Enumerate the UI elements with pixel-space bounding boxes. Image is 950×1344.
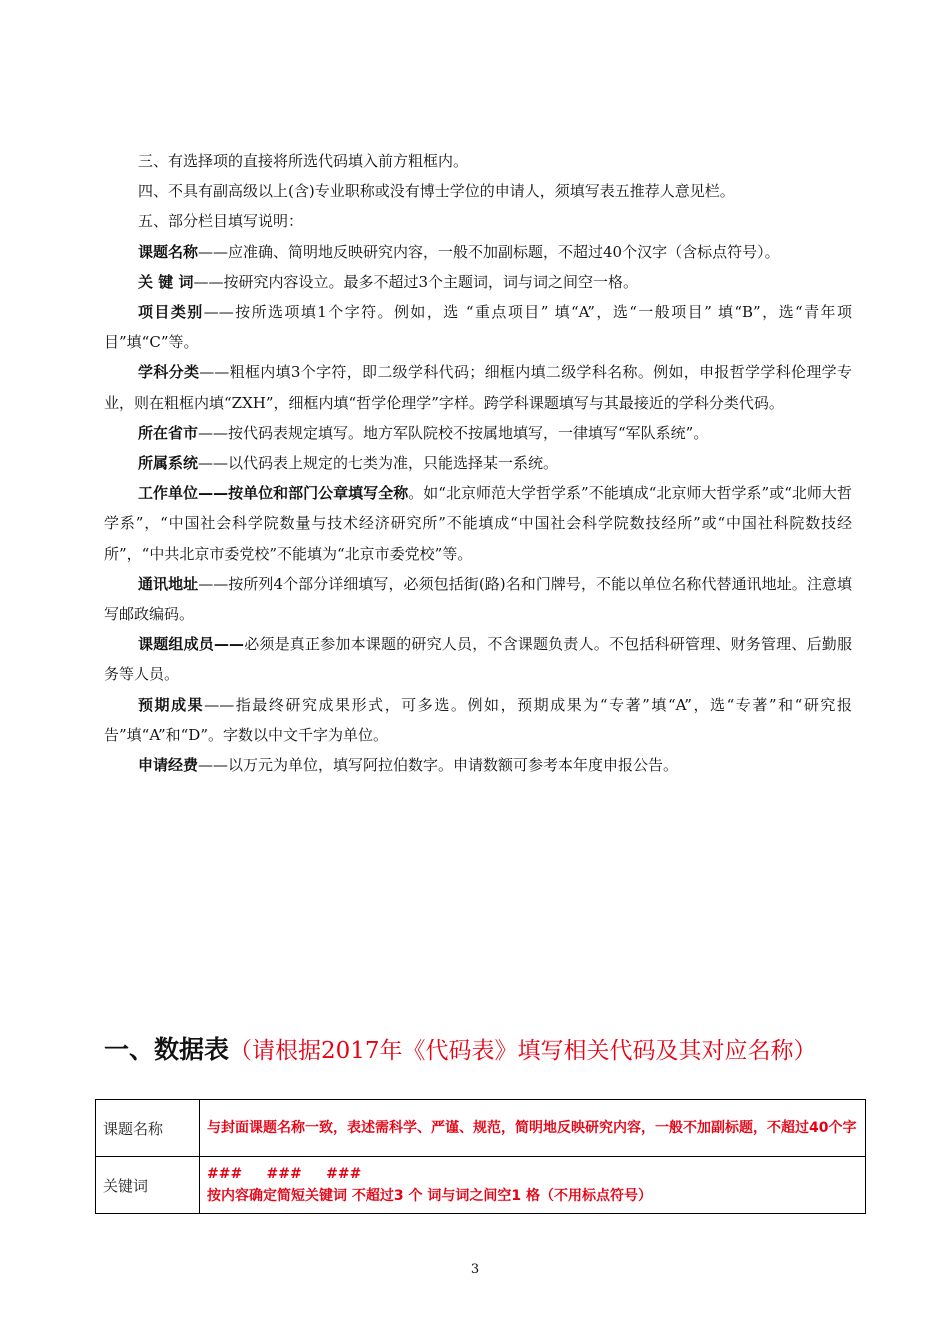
instruction-item-5: 五、部分栏目填写说明： (138, 212, 304, 231)
row-label-title: 课题名称 (96, 1100, 200, 1157)
field-note-discipline: 学科分类——粗框内填3个字符，即二级学科代码；细框内填二级学科名称。例如，申报哲学学科伦理学专业，则在粗框内填“ZXH”，细框内填“哲学伦理学”字样。跨学科课题填写与其最接近的学科分类代码。 (104, 363, 852, 412)
keywords-hint: 按内容确定简短关键词 不超过3 个 词与词之间空1 格（不用标点符号） (207, 1188, 652, 1204)
section-title: 一、数据表 (104, 1035, 230, 1064)
field-note-members: 课题组成员——必须是真正参加本课题的研究人员，不含课题负责人。不包括科研管理、财务管理、后勤服务等人员。 (104, 635, 852, 684)
field-note-funding: 申请经费——以万元为单位，填写阿拉伯数字。申请数额可参考本年度申报公告。 (138, 756, 679, 775)
keywords-placeholder: ### ### ### (207, 1166, 362, 1182)
title-field[interactable]: 与封面课题名称一致，表述需科学、严谨、规范，简明地反映研究内容，一般不加副标题，不超过40个字 (200, 1100, 866, 1157)
field-note-work-unit: 工作单位——按单位和部门公章填写全称。如“北京师范大学哲学系”不能填成“北京师大哲学系”或“北师大哲学系”，“中国社会科学院数量与技术经济研究所”不能填成“中国社会科学院数技经所”或“中国社科院数技经所”，“中共北京市委党校”不能填为“北京市委党校”等。 (104, 484, 852, 563)
section-heading (104, 1030, 904, 1066)
page-number: 3 (470, 1262, 480, 1277)
row-label-keywords: 关键词 (96, 1157, 200, 1214)
field-note-province: 所在省市——按代码表规定填写。地方军队院校不按属地填写，一律填写“军队系统”。 (138, 423, 709, 442)
field-note-project-type: 项目类别——按所选项填1个字符。例如，选 “重点项目” 填“A”，选“一般项目” 填“B”，选“青年项目”填“C”等。 (104, 303, 852, 352)
data-table (95, 1099, 866, 1214)
table-row (96, 1157, 866, 1214)
keywords-field[interactable] (200, 1157, 866, 1214)
field-note-address: 通讯地址——按所列4个部分详细填写，必须包括街(路)名和门牌号，不能以单位名称代替通讯地址。注意填写邮政编码。 (104, 574, 852, 624)
field-note-outcome: 预期成果——指最终研究成果形式，可多选。例如，预期成果为“专著”填“A”，选“专著”和“研究报告”填“A”和“D”。字数以中文千字为单位。 (104, 695, 852, 744)
section-note: （请根据2017年《代码表》填写相关代码及其对应名称） (229, 1038, 817, 1064)
field-note-title: 课题名称——应准确、简明地反映研究内容，一般不加副标题，不超过40个汉字（含标点符号）。 (138, 242, 780, 261)
fill-instructions (104, 146, 852, 780)
instruction-item-3: 三、有选择项的直接将所选代码填入前方粗框内。 (138, 152, 469, 170)
field-note-system: 所属系统——以代码表上规定的七类为准，只能选择某一系统。 (138, 454, 559, 473)
table-row (96, 1100, 866, 1157)
field-note-keywords: 关 键 词——按研究内容设立。最多不超过3个主题词，词与词之间空一格。 (138, 272, 638, 291)
instruction-item-4: 四、不具有副高级以上(含)专业职称或没有博士学位的申请人，须填写表五推荐人意见栏。 (138, 182, 735, 201)
